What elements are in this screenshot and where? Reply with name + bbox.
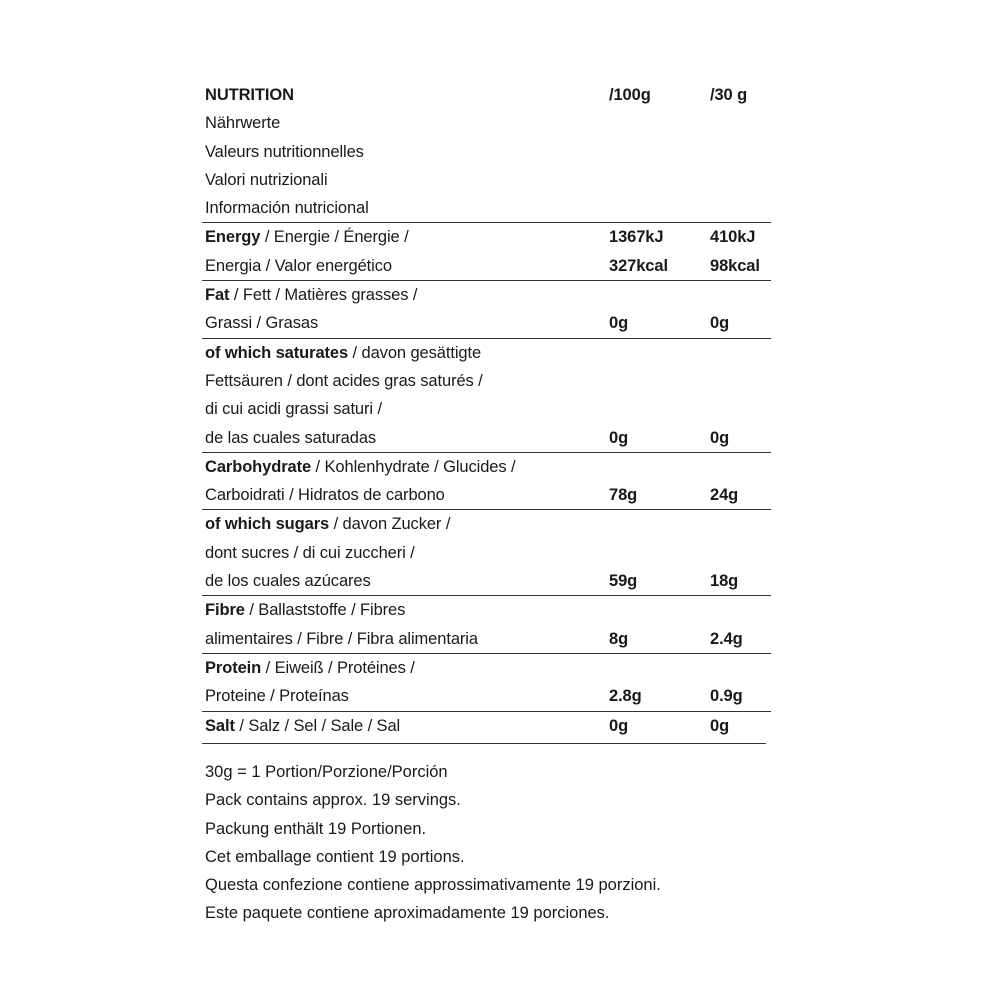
nutrient-name: Fibre [205, 601, 245, 620]
nutrient-row [205, 223, 771, 280]
value-per-100g: 78g [609, 486, 638, 505]
nutrient-line [205, 424, 771, 452]
value-per-100g: 0g [609, 428, 629, 447]
nutrient-row [205, 510, 771, 595]
nutrient-label [205, 339, 481, 367]
value-per-100g: 2.8g [609, 687, 642, 706]
value-per-30g: 0g [710, 716, 730, 735]
nutrient-label [205, 223, 409, 251]
nutrient-line [205, 367, 771, 395]
nutrient-line [205, 395, 771, 423]
nutrient-translations: de las cuales saturadas [205, 428, 377, 447]
nutrient-translations: Fettsäuren / dont acides gras saturés / [205, 371, 483, 390]
nutrient-name: Salt [205, 716, 235, 735]
nutrient-name: Carbohydrate [205, 457, 312, 476]
nutrient-translations: dont sucres / di cui zuccheri / [205, 543, 415, 562]
nutrient-row [205, 453, 771, 510]
nutrient-label [205, 567, 371, 595]
serving-info-line: 30g = 1 Portion/Porzione/Porción [205, 763, 448, 781]
nutrient-rows [205, 222, 771, 739]
nutrient-line [205, 281, 771, 309]
value-per-30g: 98kcal [710, 256, 760, 275]
nutrient-line [205, 625, 771, 653]
nutrient-name: of which sugars [205, 515, 330, 534]
table-header [205, 81, 771, 109]
nutrient-label [205, 625, 478, 653]
nutrient-label [205, 252, 392, 280]
value-per-30g: 18g [710, 572, 739, 591]
nutrient-label [205, 654, 415, 682]
serving-info-line: Pack contains approx. 19 servings. [205, 791, 461, 810]
nutrient-row [205, 596, 771, 653]
nutrient-translations: / davon gesättigte [348, 343, 482, 362]
nutrient-line [205, 596, 771, 624]
nutrient-translations: / Energie / Énergie / [260, 228, 409, 247]
nutrient-translations: / Kohlenhydrate / Glucides / [311, 457, 516, 476]
nutrient-translations: di cui acidi grassi saturi / [205, 400, 382, 419]
column-header-30g: /30 g [710, 86, 748, 104]
nutrient-label [205, 510, 450, 538]
nutrient-line [205, 339, 771, 367]
value-per-30g: 410kJ [710, 228, 756, 247]
value-per-30g: 2.4g [710, 629, 743, 648]
nutrient-label [205, 712, 400, 740]
value-per-30g: 0.9g [710, 687, 743, 706]
serving-info-line: Este paquete contiene aproximadamente 19 porciones. [205, 904, 610, 923]
nutrient-line [205, 252, 771, 280]
nutrient-line [205, 712, 771, 740]
nutrient-label [205, 395, 382, 423]
value-per-100g: 0g [609, 314, 629, 333]
nutrient-row [205, 339, 771, 452]
value-per-100g: 59g [609, 572, 638, 591]
nutrient-line [205, 682, 771, 710]
nutrient-line [205, 223, 771, 251]
serving-info [205, 758, 805, 928]
nutrient-label [205, 453, 515, 481]
nutrient-label [205, 539, 415, 567]
column-header-100g: /100g [609, 86, 651, 104]
value-per-30g: 0g [710, 314, 730, 333]
nutrient-name: of which saturates [205, 343, 349, 362]
nutrient-row [205, 654, 771, 711]
serving-info-line: Questa confezione contiene approssimativamente 19 porzioni. [205, 876, 661, 895]
title-translation: Valeurs nutritionnelles [205, 142, 364, 161]
nutrient-translations: Grassi / Grasas [205, 314, 319, 333]
value-per-100g: 8g [609, 629, 629, 648]
nutrient-label [205, 281, 417, 309]
value-per-30g: 0g [710, 428, 730, 447]
value-per-30g: 24g [710, 486, 739, 505]
nutrient-label [205, 481, 445, 509]
nutrient-label [205, 596, 405, 624]
title-translation: Valori nutrizionali [205, 170, 328, 189]
value-per-100g: 1367kJ [609, 228, 664, 247]
nutrient-line [205, 539, 771, 567]
nutrient-name: Energy [205, 228, 261, 247]
nutrient-translations: Energia / Valor energético [205, 256, 392, 275]
table-bottom-divider [202, 743, 766, 744]
nutrient-label [205, 309, 318, 337]
serving-info-line: Packung enthält 19 Portionen. [205, 819, 427, 838]
nutrient-translations: / Eiweiß / Protéines / [261, 658, 415, 677]
serving-info-line: Cet emballage contient 19 portions. [205, 847, 465, 866]
table-title: NUTRITION [205, 86, 294, 104]
nutrient-line [205, 453, 771, 481]
nutrient-label [205, 682, 349, 710]
nutrient-name: Fat [205, 286, 230, 305]
nutrition-table [205, 81, 771, 740]
nutrient-line [205, 654, 771, 682]
nutrient-label [205, 367, 483, 395]
nutrient-label [205, 424, 376, 452]
nutrient-translations: / Ballaststoffe / Fibres [244, 601, 406, 620]
nutrient-translations: alimentaires / Fibre / Fibra alimentaria [205, 629, 478, 648]
nutrient-translations: Proteine / Proteínas [205, 687, 349, 706]
nutrient-name: Protein [205, 658, 262, 677]
nutrient-row [205, 712, 771, 740]
nutrient-translations: / davon Zucker / [329, 515, 451, 534]
nutrient-row [205, 281, 771, 338]
nutrient-translations: / Fett / Matières grasses / [229, 286, 418, 305]
nutrient-translations: / Salz / Sel / Sale / Sal [234, 716, 401, 735]
nutrient-line [205, 567, 771, 595]
nutrient-translations: de los cuales azúcares [205, 572, 371, 591]
nutrient-line [205, 309, 771, 337]
value-per-100g: 327kcal [609, 256, 668, 275]
nutrient-translations: Carboidrati / Hidratos de carbono [205, 486, 445, 505]
title-translation: Información nutricional [205, 199, 369, 218]
nutrient-line [205, 510, 771, 538]
nutrient-line [205, 481, 771, 509]
title-translation: Nährwerte [205, 114, 281, 133]
value-per-100g: 0g [609, 716, 629, 735]
